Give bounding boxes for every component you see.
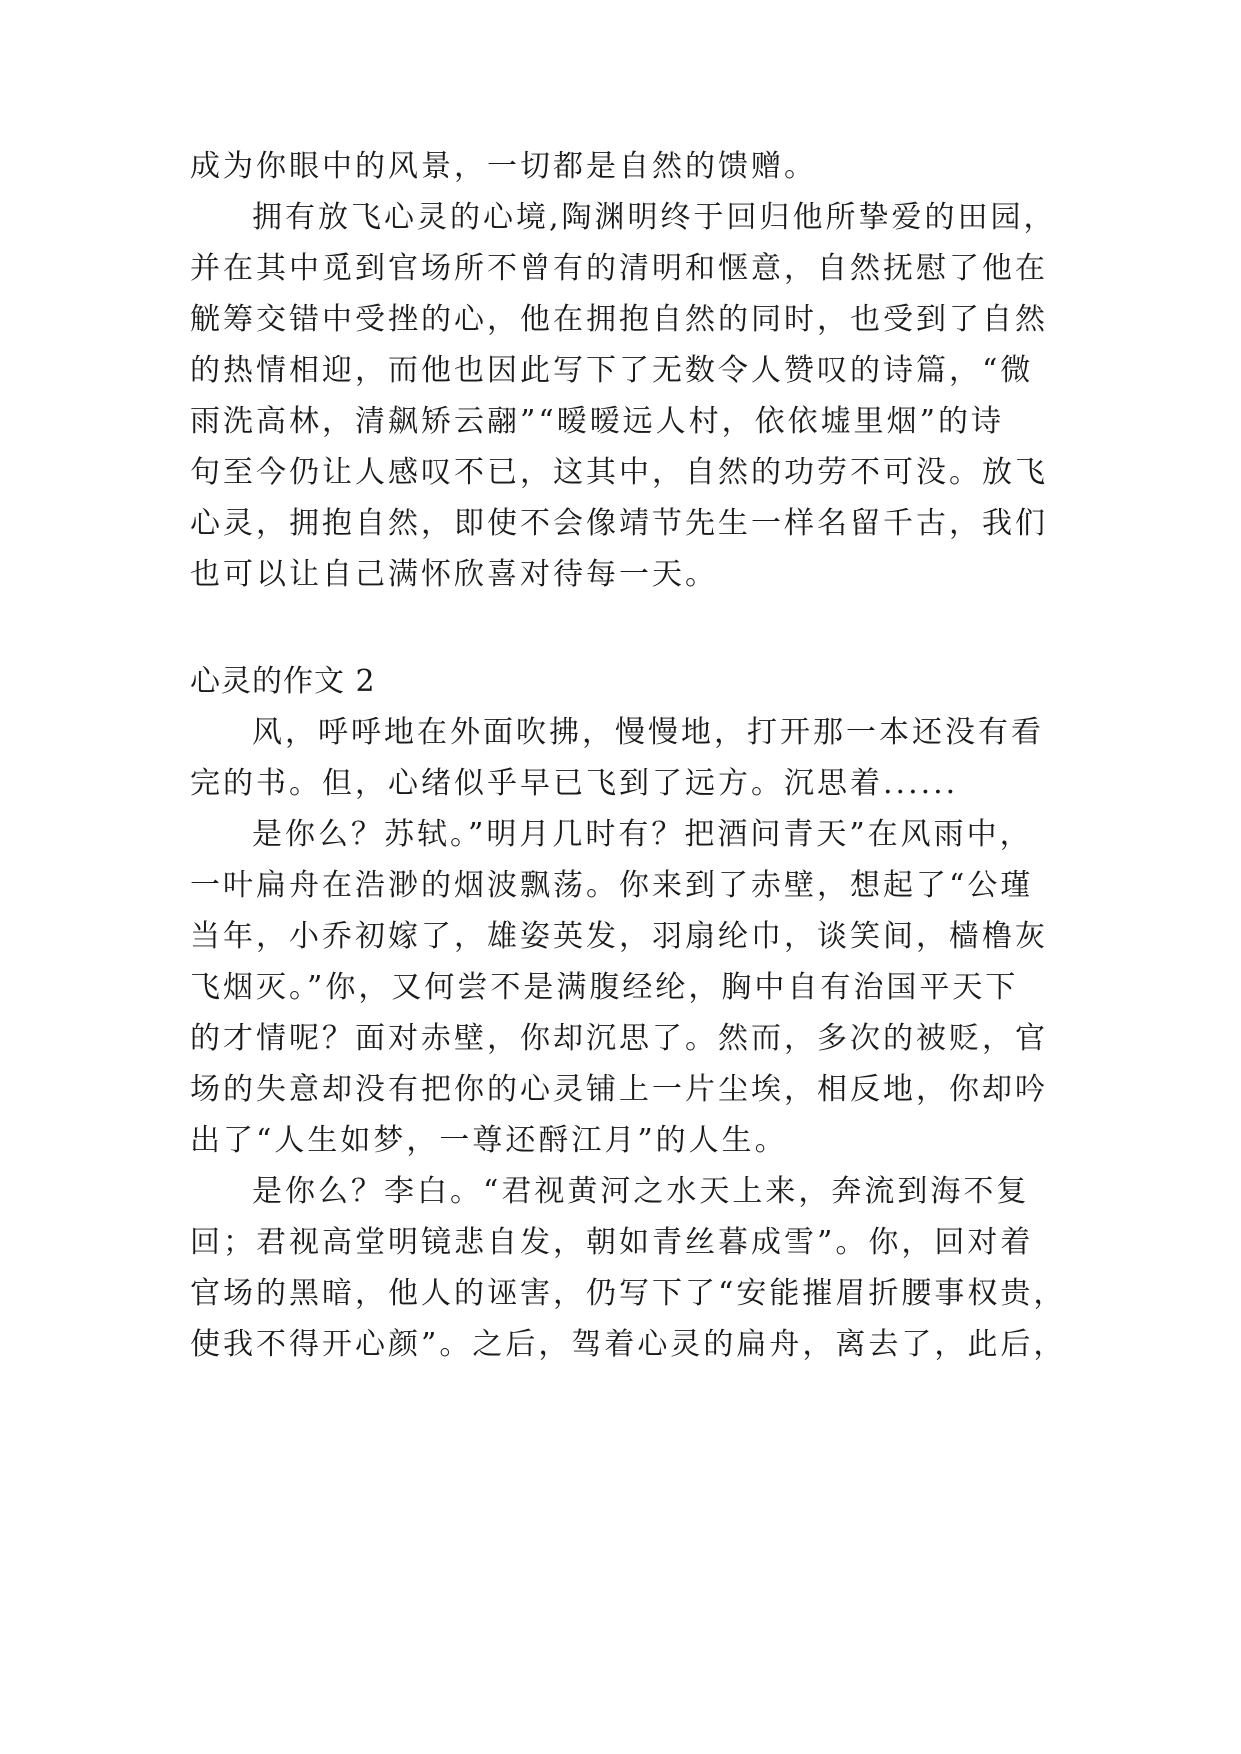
paragraph-line: 一叶扁舟在浩渺的烟波飘荡。你来到了赤壁，想起了“公瑾	[190, 868, 1034, 903]
paragraph-line: 拥有放飞心灵的心境,陶渊明终于回归他所挚爱的田园，	[252, 200, 1057, 235]
paragraph-line: 风，呼呼地在外面吹拂，慢慢地，打开那一本还没有看	[252, 715, 1044, 750]
paragraph-line: 成为你眼中的风景，一切都是自然的馈赠。	[190, 149, 817, 184]
paragraph-line: 使我不得开心颜”。之后，驾着心灵的扁舟，离去了，此后，	[190, 1327, 1067, 1362]
paragraph-line: 完的书。但，心绪似乎早已飞到了远方。沉思着......	[190, 766, 959, 801]
paragraph-line: 回；君视高堂明镜悲自发，朝如青丝暮成雪”。你，回对着	[190, 1225, 1034, 1260]
paragraph-line: 场的失意却没有把你的心灵铺上一片尘埃，相反地，你却吟	[190, 1072, 1048, 1107]
paragraph-line: 的热情相迎，而他也因此写下了无数令人赞叹的诗篇，“微	[190, 353, 1034, 388]
paragraph-line: 出了“人生如梦，一尊还酹江月”的人生。	[190, 1123, 788, 1158]
paragraph-line: 的才情呢？面对赤壁，你却沉思了。然而，多次的被贬，官	[190, 1021, 1048, 1056]
paragraph-line: 飞烟灭。”你，又何尝不是满腹经纶，胸中自有治国平天下	[190, 970, 1019, 1005]
paragraph-line: 句至今仍让人感叹不已，这其中，自然的功劳不可没。放飞	[190, 455, 1048, 490]
paragraph-line: 心灵，拥抱自然，即使不会像靖节先生一样名留千古，我们	[190, 506, 1048, 541]
paragraph-line: 觥筹交错中受挫的心，他在拥抱自然的同时，也受到了自然	[190, 302, 1048, 337]
paragraph-line: 是你么？李白。“君视黄河之水天上来，奔流到海不复	[252, 1174, 1030, 1209]
paragraph-line: 雨洗高林，清飙矫云翮”“暧暧远人村，依依墟里烟”的诗	[190, 404, 1005, 439]
paragraph-line: 并在其中觅到官场所不曾有的清明和惬意，自然抚慰了他在	[190, 251, 1048, 286]
paragraph-line: 是你么？苏轼。”明月几时有？把酒问青天”在风雨中，	[252, 817, 1033, 852]
paragraph-line: 也可以让自己满怀欣喜对待每一天。	[190, 557, 718, 592]
paragraph-line: 官场的黑暗，他人的诬害，仍写下了“安能摧眉折腰事权贵，	[190, 1276, 1067, 1311]
paragraph-line: 当年，小乔初嫁了，雄姿英发，羽扇纶巾，谈笑间，樯橹灰	[190, 919, 1048, 954]
section-title: 心灵的作文 2	[190, 664, 376, 699]
